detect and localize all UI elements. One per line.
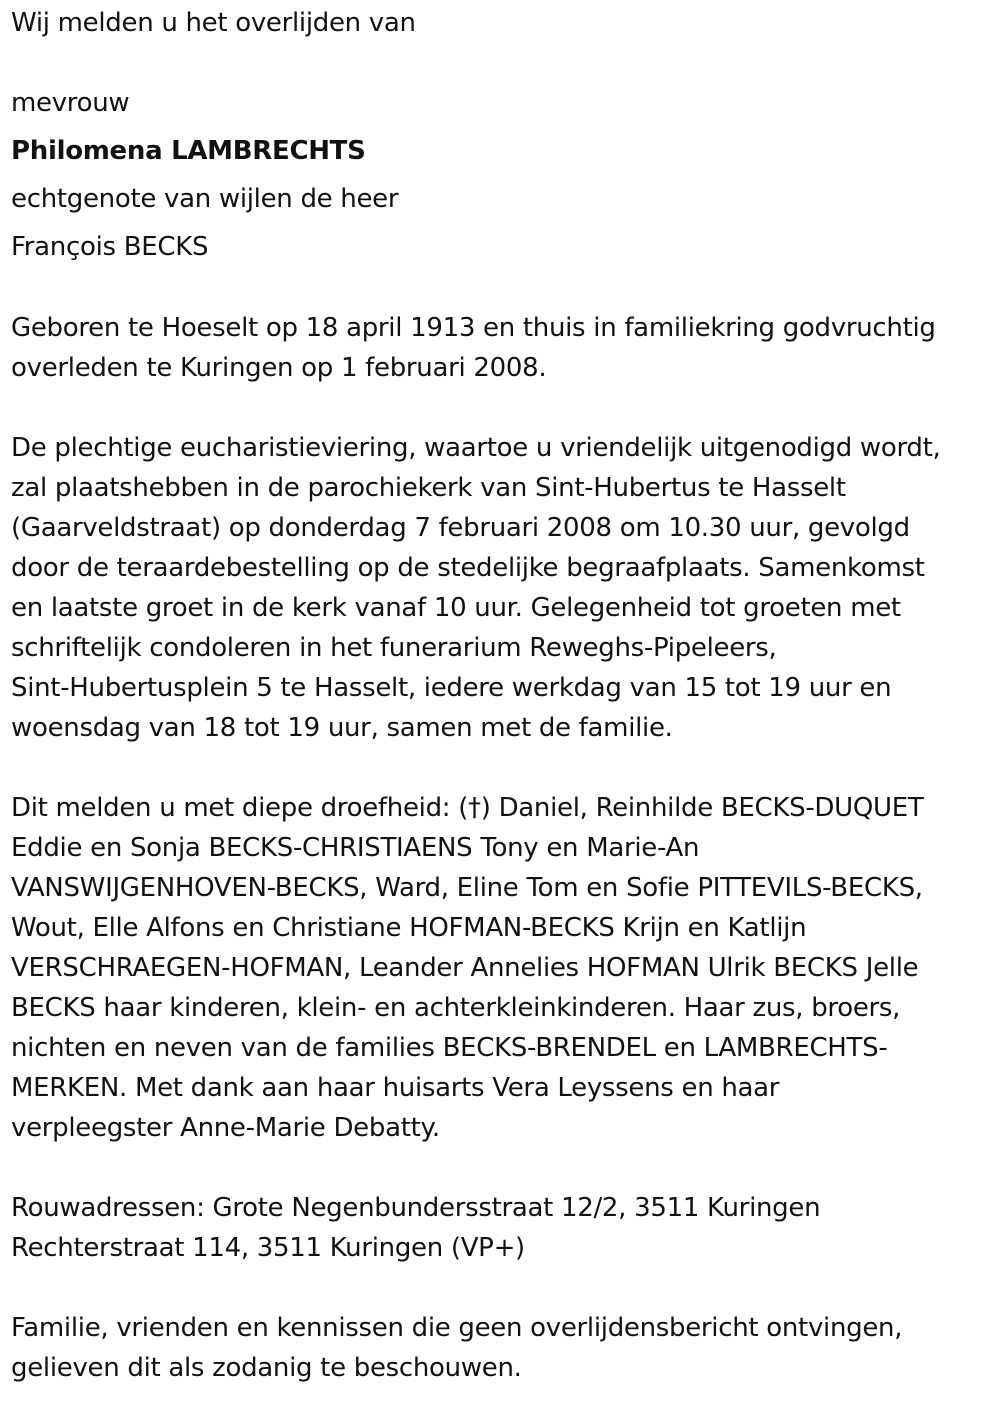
paragraph-line: zal plaatshebben in de parochiekerk van Sint-Hubertus te Hasselt — [11, 473, 846, 503]
paragraph-line: Sint-Hubertusplein 5 te Hasselt, iedere werkdag van 15 tot 19 uur en — [11, 673, 892, 703]
paragraph-line: BECKS haar kinderen, klein- en achterkleinkinderen. Haar zus, broers, — [11, 993, 901, 1023]
paragraph-line: overleden te Kuringen op 1 februari 2008. — [11, 353, 547, 383]
family-paragraph — [11, 788, 923, 1148]
paragraph-line: woensdag van 18 tot 19 uur, samen met de familie. — [11, 713, 673, 743]
deceased-title: mevrouw — [11, 88, 130, 118]
paragraph-line: Eddie en Sonja BECKS-CHRISTIAENS Tony en Marie-An — [11, 833, 700, 863]
paragraph-line: (Gaarveldstraat) op donderdag 7 februari 2008 om 10.30 uur, gevolgd — [11, 513, 910, 543]
ceremony-paragraph — [11, 428, 941, 748]
paragraph-line: Geboren te Hoeselt op 18 april 1913 en thuis in familiekring godvruchtig — [11, 313, 936, 343]
paragraph-line: Dit melden u met diepe droefheid: (†) Daniel, Reinhilde BECKS-DUQUET — [11, 793, 924, 823]
address-line: Rechterstraat 114, 3511 Kuringen (VP+) — [11, 1233, 525, 1263]
intro-text: Wij melden u het overlijden van — [11, 8, 416, 38]
paragraph-line: gelieven dit als zodanig te beschouwen. — [11, 1353, 522, 1383]
paragraph-line: MERKEN. Met dank aan haar huisarts Vera Leyssens en haar — [11, 1073, 780, 1103]
paragraph-line: verpleegster Anne-Marie Debatty. — [11, 1113, 440, 1143]
mourning-addresses — [11, 1188, 820, 1268]
paragraph-line: VANSWIJGENHOVEN-BECKS, Ward, Eline Tom en Sofie PITTEVILS-BECKS, — [11, 873, 923, 903]
paragraph-line: De plechtige eucharistieviering, waartoe u vriendelijk uitgenodigd wordt, — [11, 433, 941, 463]
birth-death-paragraph — [11, 308, 936, 388]
paragraph-line: door de teraardebestelling op de stedelijke begraafplaats. Samenkomst — [11, 553, 925, 583]
spouse-label: echtgenote van wijlen de heer — [11, 184, 399, 214]
paragraph-line: schriftelijk condoleren in het funerarium Reweghs-Pipeleers, — [11, 633, 777, 663]
spouse-name: François BECKS — [11, 232, 209, 262]
deceased-name: Philomena LAMBRECHTS — [11, 136, 366, 166]
paragraph-line: nichten en neven van de families BECKS-BRENDEL en LAMBRECHTS- — [11, 1033, 888, 1063]
address-line: Rouwadressen: Grote Negenbundersstraat 12/2, 3511 Kuringen — [11, 1193, 821, 1223]
paragraph-line: Wout, Elle Alfons en Christiane HOFMAN-BECKS Krijn en Katlijn — [11, 913, 807, 943]
paragraph-line: en laatste groet in de kerk vanaf 10 uur. Gelegenheid tot groeten met — [11, 593, 901, 623]
paragraph-line: VERSCHRAEGEN-HOFMAN, Leander Annelies HOFMAN Ulrik BECKS Jelle — [11, 953, 919, 983]
closing-paragraph — [11, 1308, 902, 1388]
paragraph-line: Familie, vrienden en kennissen die geen overlijdensbericht ontvingen, — [11, 1313, 903, 1343]
